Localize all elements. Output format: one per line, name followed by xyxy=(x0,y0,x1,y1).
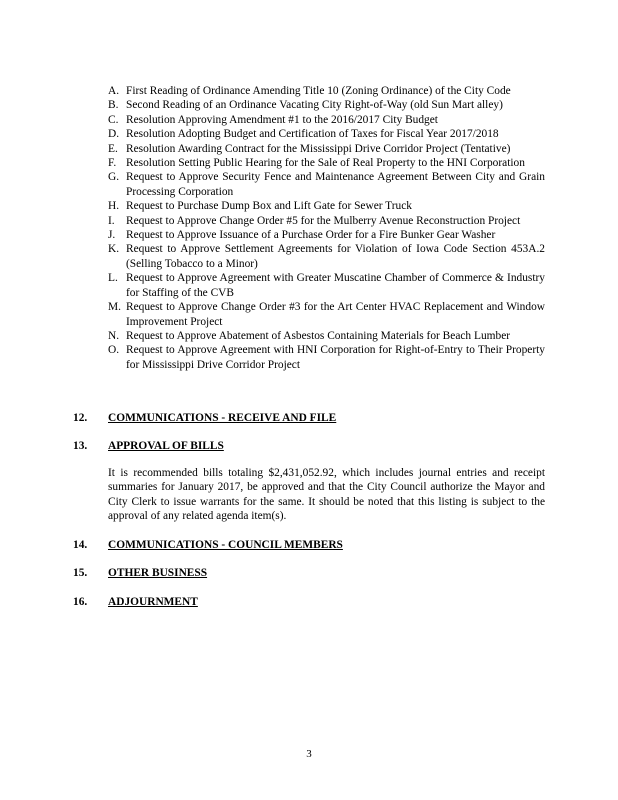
agenda-item xyxy=(108,170,545,199)
item-letter: B. xyxy=(108,99,119,112)
agenda-item xyxy=(108,98,545,112)
agenda-item xyxy=(108,242,545,271)
agenda-item xyxy=(108,142,545,156)
agenda-item xyxy=(108,329,545,343)
item-text: First Reading of Ordinance Amending Title 10 (Zoning Ordinance) of the City Code xyxy=(126,85,511,97)
item-text: Request to Approve Agreement with HNI Corporation for Right-of-Entry to Their Property for Mississippi Drive Corridor Project xyxy=(126,344,545,371)
item-text: Request to Approve Change Order #3 for the Art Center HVAC Replacement and Window Improvement Project xyxy=(126,301,545,328)
item-letter: H. xyxy=(108,200,120,213)
item-letter: J. xyxy=(108,229,116,242)
agenda-item xyxy=(108,127,545,141)
section-body: It is recommended bills totaling $2,431,052.92, which includes journal entries and receipt summaries for January 2017, be approved and that the City Council authorize the Mayor and City Clerk to issue warrants for the same. It should be noted that this listing is subject to the approval of any related agenda item(s). xyxy=(108,467,545,523)
item-letter: C. xyxy=(108,113,119,126)
page-number: 3 xyxy=(306,748,312,760)
item-text: Request to Purchase Dump Box and Lift Gate for Sewer Truck xyxy=(126,200,412,213)
item-letter: I. xyxy=(108,214,115,227)
item-text: Resolution Approving Amendment #1 to the 2016/2017 City Budget xyxy=(126,113,438,126)
item-letter: K. xyxy=(108,243,120,256)
item-text: Resolution Awarding Contract for the Mississippi Drive Corridor Project (Tentative) xyxy=(126,142,511,155)
item-letter: N. xyxy=(108,329,120,342)
item-letter: A. xyxy=(108,85,120,97)
item-text: Request to Approve Change Order #5 for the Mulberry Avenue Reconstruction Project xyxy=(126,214,521,227)
section-title: ADJOURNMENT xyxy=(108,596,198,608)
item-letter: F. xyxy=(108,157,117,170)
item-text: Request to Approve Security Fence and Maintenance Agreement Between City and Grain Processing Corporation xyxy=(126,171,545,198)
item-letter: L. xyxy=(108,272,118,285)
item-letter: O. xyxy=(108,344,120,357)
section-number: 15. xyxy=(73,567,88,579)
item-text: Resolution Setting Public Hearing for the Sale of Real Property to the HNI Corporation xyxy=(126,157,525,170)
agenda-item xyxy=(108,113,545,127)
item-text: Request to Approve Settlement Agreements for Violation of Iowa Code Section 453A.2 (Selling Tobacco to a Minor) xyxy=(126,243,545,270)
section-title: COMMUNICATIONS - COUNCIL MEMBERS xyxy=(108,539,343,551)
agenda-item xyxy=(108,156,545,170)
section-number: 13. xyxy=(73,440,88,452)
section-title: OTHER BUSINESS xyxy=(108,567,208,579)
agenda-item xyxy=(108,228,545,242)
section-number: 16. xyxy=(73,596,88,608)
item-letter: E. xyxy=(108,142,118,155)
agenda-item xyxy=(108,300,545,329)
item-letter: D. xyxy=(108,128,120,141)
agenda-item xyxy=(108,343,545,372)
item-text: Resolution Adopting Budget and Certification of Taxes for Fiscal Year 2017/2018 xyxy=(126,128,499,141)
agenda-item xyxy=(108,271,545,300)
section-title: COMMUNICATIONS - RECEIVE AND FILE xyxy=(108,412,337,424)
section-number: 14. xyxy=(73,539,88,551)
item-letter: G. xyxy=(108,171,120,184)
agenda-item xyxy=(108,214,545,228)
item-letter: M. xyxy=(108,301,121,314)
item-text: Second Reading of an Ordinance Vacating City Right-of-Way (old Sun Mart alley) xyxy=(126,99,503,112)
item-text: Request to Approve Issuance of a Purchase Order for a Fire Bunker Gear Washer xyxy=(126,229,496,242)
agenda-item xyxy=(108,199,545,213)
item-text: Request to Approve Agreement with Greater Muscatine Chamber of Commerce & Industry for Staffing of the CVB xyxy=(126,272,545,299)
agenda-item-list xyxy=(108,84,545,372)
section-number: 12. xyxy=(73,412,88,424)
item-text: Request to Approve Abatement of Asbestos Containing Materials for Beach Lumber xyxy=(126,329,511,342)
agenda-item xyxy=(108,84,545,98)
section-title: APPROVAL OF BILLS xyxy=(108,440,224,452)
